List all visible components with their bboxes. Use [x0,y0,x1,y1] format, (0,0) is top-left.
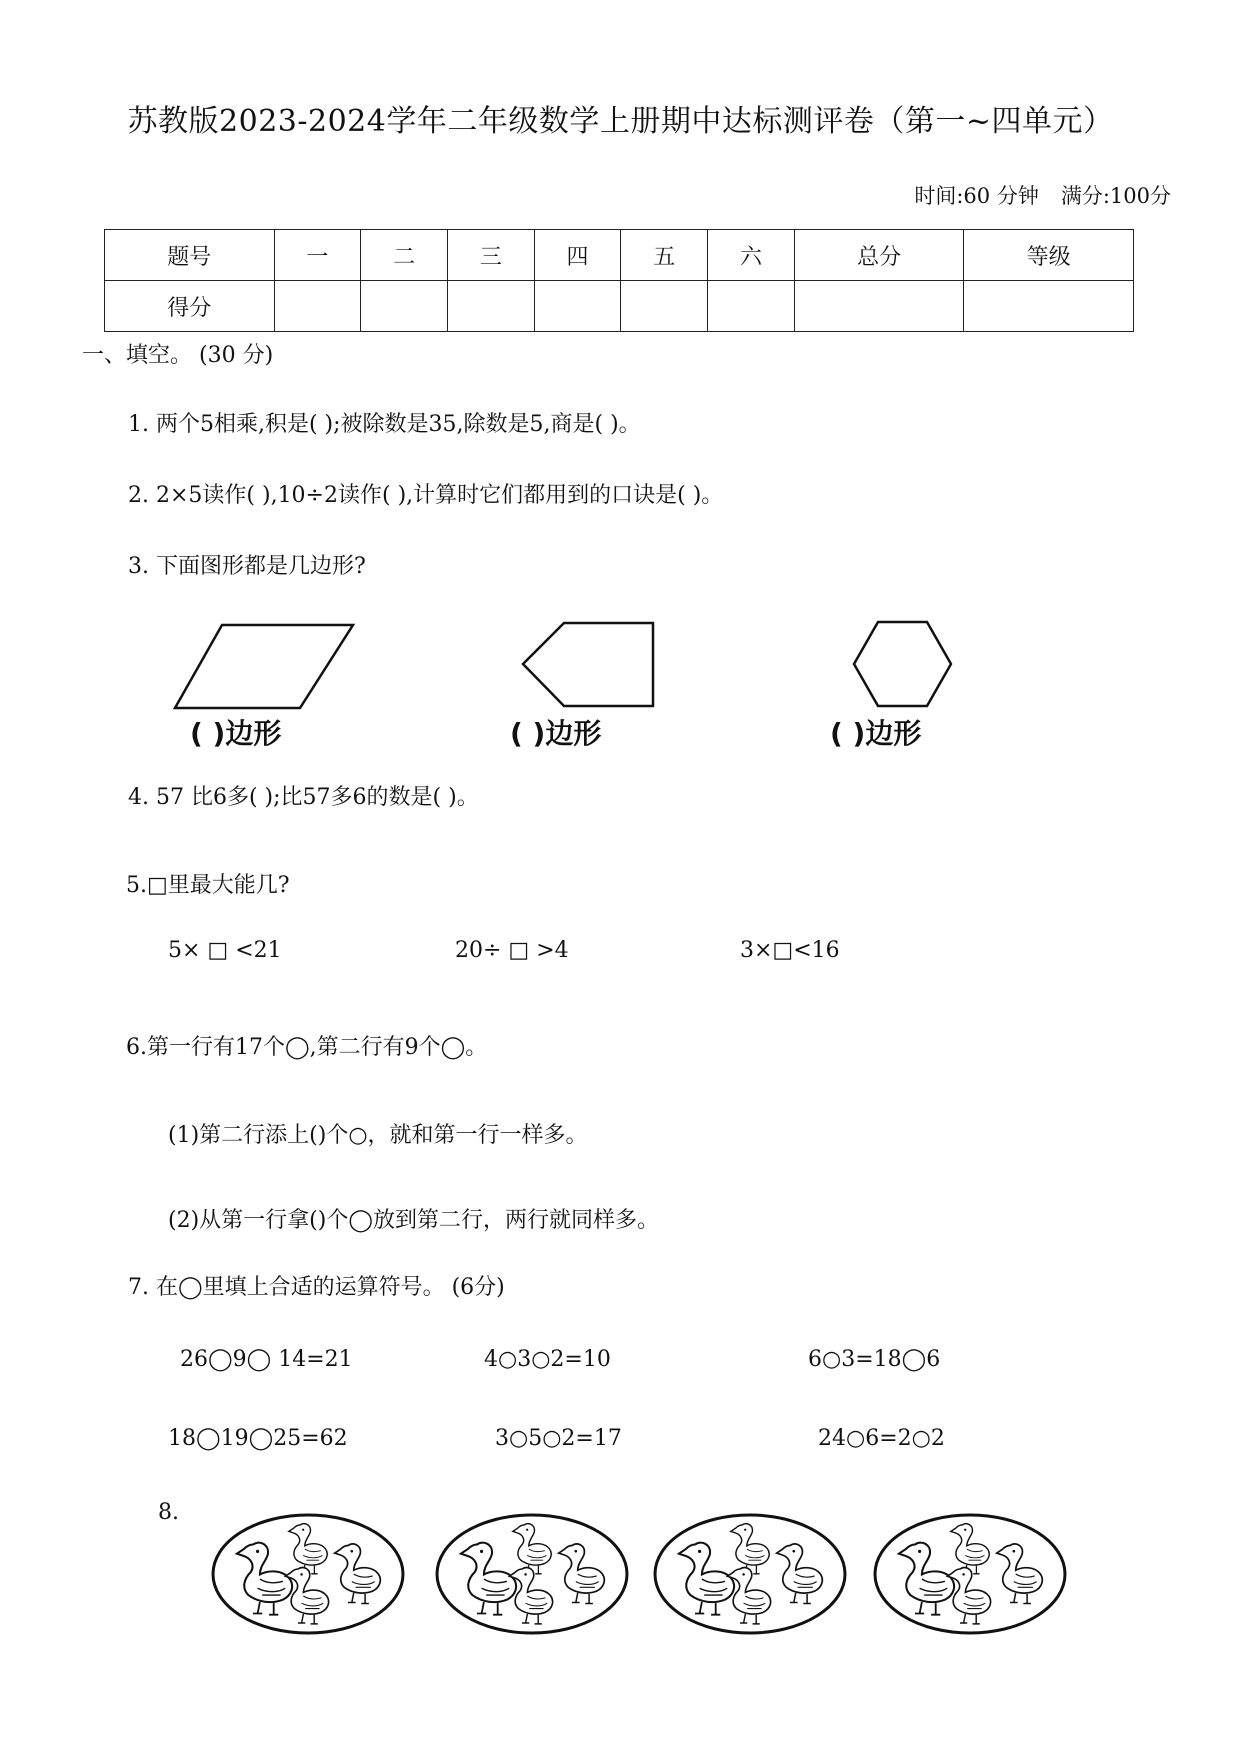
score-header-cell: 等级 [964,230,1134,281]
question-2: 2. 2×5读作( ),10÷2读作( ),计算时它们都用到的口诀是( )。 [128,483,724,508]
goose-group-icon [655,1515,845,1633]
question-5-item: 20÷ □ >4 [455,938,569,963]
question-7-item: 24○6=2○2 [818,1426,945,1451]
score-header-cell: 一 [274,230,361,281]
question-7-item: 26◯9◯ 14=21 [180,1347,353,1372]
question-7-item: 18◯19◯25=62 [168,1426,348,1451]
score-header-cell: 二 [361,230,448,281]
question-6-part-1: (1)第二行添上()个○，就和第一行一样多。 [168,1123,588,1148]
time-limit: 时间:60 分钟 [914,184,1039,208]
question-7-item: 6○3=18◯6 [808,1347,941,1372]
question-5-item: 3×□<16 [740,938,840,963]
question-7-item: 4○3○2=10 [484,1347,611,1372]
question-5-item: 5× □ <21 [168,938,282,963]
score-header-cell: 四 [534,230,621,281]
question-8: 8. [158,1500,179,1525]
question-7: 7. 在◯里填上合适的运算符号。 (6分) [128,1275,505,1300]
question-7-item: 3○5○2=17 [495,1426,622,1451]
question-6-part-2: (2)从第一行拿()个◯放到第二行，两行就同样多。 [168,1208,659,1233]
question-5: 5.□里最大能几? [126,873,290,898]
score-header-cell: 五 [621,230,708,281]
score-header-cell: 六 [708,230,795,281]
question-3: 3. 下面图形都是几边形? [128,554,366,579]
goose-group-icon [213,1515,403,1633]
shape-answer-1: ( )边形 [190,717,282,750]
shape-answer-3: ( )边形 [830,717,922,750]
question-1: 1. 两个5相乘,积是( );被除数是35,除数是5,商是( )。 [128,412,641,437]
shape-answer-2: ( )边形 [510,717,602,750]
section-1-heading: 一、填空。 (30 分) [82,343,274,368]
score-row-label: 得分 [105,281,275,332]
goose-group-icon [437,1515,627,1633]
score-header-cell: 三 [447,230,534,281]
goose-group-icon [875,1515,1065,1633]
score-header-cell: 题号 [105,230,275,281]
page-title: 苏教版2023-2024学年二年级数学上册期中达标测评卷（第一~四单元） [127,104,1114,139]
score-header-cell: 总分 [794,230,964,281]
question-4: 4. 57 比6多( );比57多6的数是( )。 [128,785,479,810]
full-score: 满分:100分 [1060,184,1171,208]
question-6: 6.第一行有17个◯,第二行有9个◯。 [126,1035,488,1060]
